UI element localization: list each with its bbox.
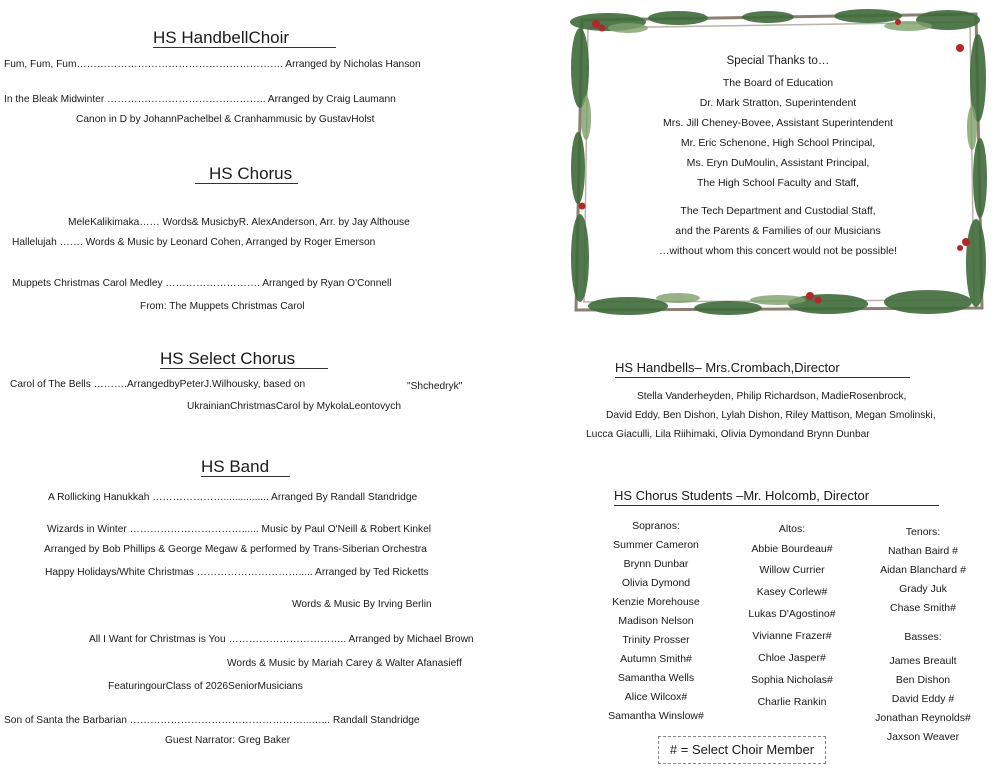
program-item: UkrainianChristmasCarol by MykolaLeontovych: [187, 401, 402, 412]
program-item: Carol of The Bells ……….ArrangedbyPeterJ.Wilhousky, based on: [10, 379, 306, 390]
heading-underline: [614, 505, 939, 506]
singer-name: Aidan Blanchard #: [880, 564, 966, 576]
thanks-line: Mr. Eric Schenone, High School Principal,: [680, 137, 876, 149]
program-item: Son of Santa the Barbarian ……………………………………………...…... Randall Standridge: [4, 715, 420, 726]
roster-line: Lucca Giaculli, Lila Riihimaki, Olivia Dymondand Brynn Dunbar: [586, 429, 870, 440]
singer-name: Vivianne Frazer#: [752, 630, 832, 642]
singer-name: Willow Currier: [759, 564, 825, 576]
program-item: Words & Music By Irving Berlin: [292, 599, 432, 610]
program-item: All I Want for Christmas is You …………………………….. Arranged by Michael Brown: [89, 634, 474, 645]
singer-name: Charlie Rankin: [757, 696, 827, 708]
singer-name: Samantha Wells: [617, 672, 695, 684]
tenors-column: [863, 523, 983, 642]
program-item: Arranged by Bob Phillips & George Megaw & performed by Trans-Siberian Orchestra: [44, 544, 427, 555]
singer-name: Olivia Dymond: [621, 577, 691, 589]
singer-name: Madison Nelson: [618, 615, 694, 627]
program-item: MeleKalikimaka…… Words& MusicbyR. AlexAnderson, Arr. by Jay Althouse: [68, 217, 410, 228]
program-item: Canon in D by JohannPachelbel & Cranhammusic by GustavHolst: [76, 114, 375, 125]
program-item: From: The Muppets Christmas Carol: [140, 301, 305, 312]
thanks-line: Mrs. Jill Cheney-Bovee, Assistant Superintendent: [663, 117, 893, 129]
section-label: Basses:: [904, 631, 942, 643]
chorus-heading: HS Chorus: [209, 164, 293, 183]
thanks-line: The Tech Department and Custodial Staff,: [680, 205, 876, 217]
program-item: Happy Holidays/White Christmas …………………………..... Arranged by Ted Ricketts: [45, 567, 429, 578]
heading-underline: [201, 476, 290, 477]
heading-underline: [195, 183, 298, 184]
program-item: In the Bleak Midwinter ……………………………………….. Arranged by Craig Laumann: [4, 94, 396, 105]
program-item: Hallelujah ……. Words & Music by Leonard Cohen, Arranged by Roger Emerson: [12, 237, 376, 248]
singer-name: Kenzie Morehouse: [612, 596, 700, 608]
singer-name: Summer Cameron: [613, 539, 699, 551]
singer-name: Chase Smith#: [890, 602, 956, 614]
select-choir-legend: # = Select Choir Member: [658, 736, 826, 764]
singer-name: Autumn Smith#: [620, 653, 692, 665]
select-chorus-heading: HS Select Chorus: [160, 349, 296, 368]
thanks-line: and the Parents & Families of our Musicians: [675, 225, 881, 237]
thanks-line: Dr. Mark Stratton, Superintendent: [699, 97, 857, 109]
singer-name: James Breault: [889, 655, 957, 667]
thanks-line: …without whom this concert would not be possible!: [658, 245, 898, 257]
chorus-roster-heading: HS Chorus Students –Mr. Holcomb, Director: [614, 488, 870, 503]
singer-name: Nathan Baird #: [887, 545, 959, 557]
program-item: Wizards in Winter ……………………………...... Music by Paul O'Neill & Robert Kinkel: [47, 524, 432, 535]
singer-name: Jonathan Reynolds#: [875, 712, 971, 724]
thanks-line: The High School Faculty and Staff,: [696, 177, 860, 189]
roster-line: Stella Vanderheyden, Philip Richardson, MadieRosenbrock,: [637, 391, 907, 402]
singer-name: Alice Wilcox#: [624, 691, 688, 703]
basses-column: [863, 652, 983, 747]
singer-name: Brynn Dunbar: [623, 558, 689, 570]
singer-name: Ben Dishon: [895, 674, 951, 686]
handbells-roster-heading: HS Handbells– Mrs.Crombach,Director: [615, 360, 840, 375]
heading-underline: [615, 377, 910, 378]
program-item: FeaturingourClass of 2026SeniorMusicians: [108, 681, 303, 692]
singer-name: Sophia Nicholas#: [751, 674, 833, 686]
handbell-choir-heading: HS HandbellChoir: [153, 28, 290, 47]
program-item: Muppets Christmas Carol Medley ………………………. Arranged by Ryan O'Connell: [12, 278, 392, 289]
singer-name: David Eddy #: [891, 693, 955, 705]
program-item: Fum, Fum, Fum……………………………………………………. Arranged by Nicholas Hanson: [4, 59, 421, 70]
singer-name: Samantha Winslow#: [608, 710, 704, 722]
singer-name: Chloe Jasper#: [758, 652, 826, 664]
program-item: A Rollicking Hanukkah …………………................ Arranged By Randall Standridge: [48, 492, 418, 503]
singer-name: Grady Juk: [899, 583, 947, 595]
singer-name: Trinity Prosser: [622, 634, 690, 646]
program-item: "Shchedryk": [407, 381, 463, 392]
heading-underline: [153, 47, 336, 48]
section-label: Tenors:: [905, 526, 941, 538]
special-thanks-title: Special Thanks to…: [726, 55, 830, 67]
program-item: Words & Music by Mariah Carey & Walter Afanasieff: [227, 658, 462, 669]
section-label: Altos:: [778, 523, 806, 535]
heading-underline: [160, 368, 328, 369]
singer-name: Lukas D'Agostino#: [748, 608, 836, 620]
band-heading: HS Band: [201, 457, 270, 476]
thanks-line: Ms. Eryn DuMoulin, Assistant Principal,: [686, 157, 870, 169]
program-item: Guest Narrator: Greg Baker: [165, 735, 291, 746]
thanks-line: The Board of Education: [722, 77, 834, 89]
roster-line: David Eddy, Ben Dishon, Lylah Dishon, Riley Mattison, Megan Smolinski,: [606, 410, 936, 421]
section-label: Sopranos:: [632, 520, 680, 532]
sopranos-column: [596, 517, 716, 726]
singer-name: Abbie Bourdeau#: [751, 543, 833, 555]
altos-column: [732, 520, 852, 713]
singer-name: Jaxson Weaver: [886, 731, 960, 743]
singer-name: Kasey Corlew#: [756, 586, 828, 598]
special-thanks: [600, 52, 956, 261]
